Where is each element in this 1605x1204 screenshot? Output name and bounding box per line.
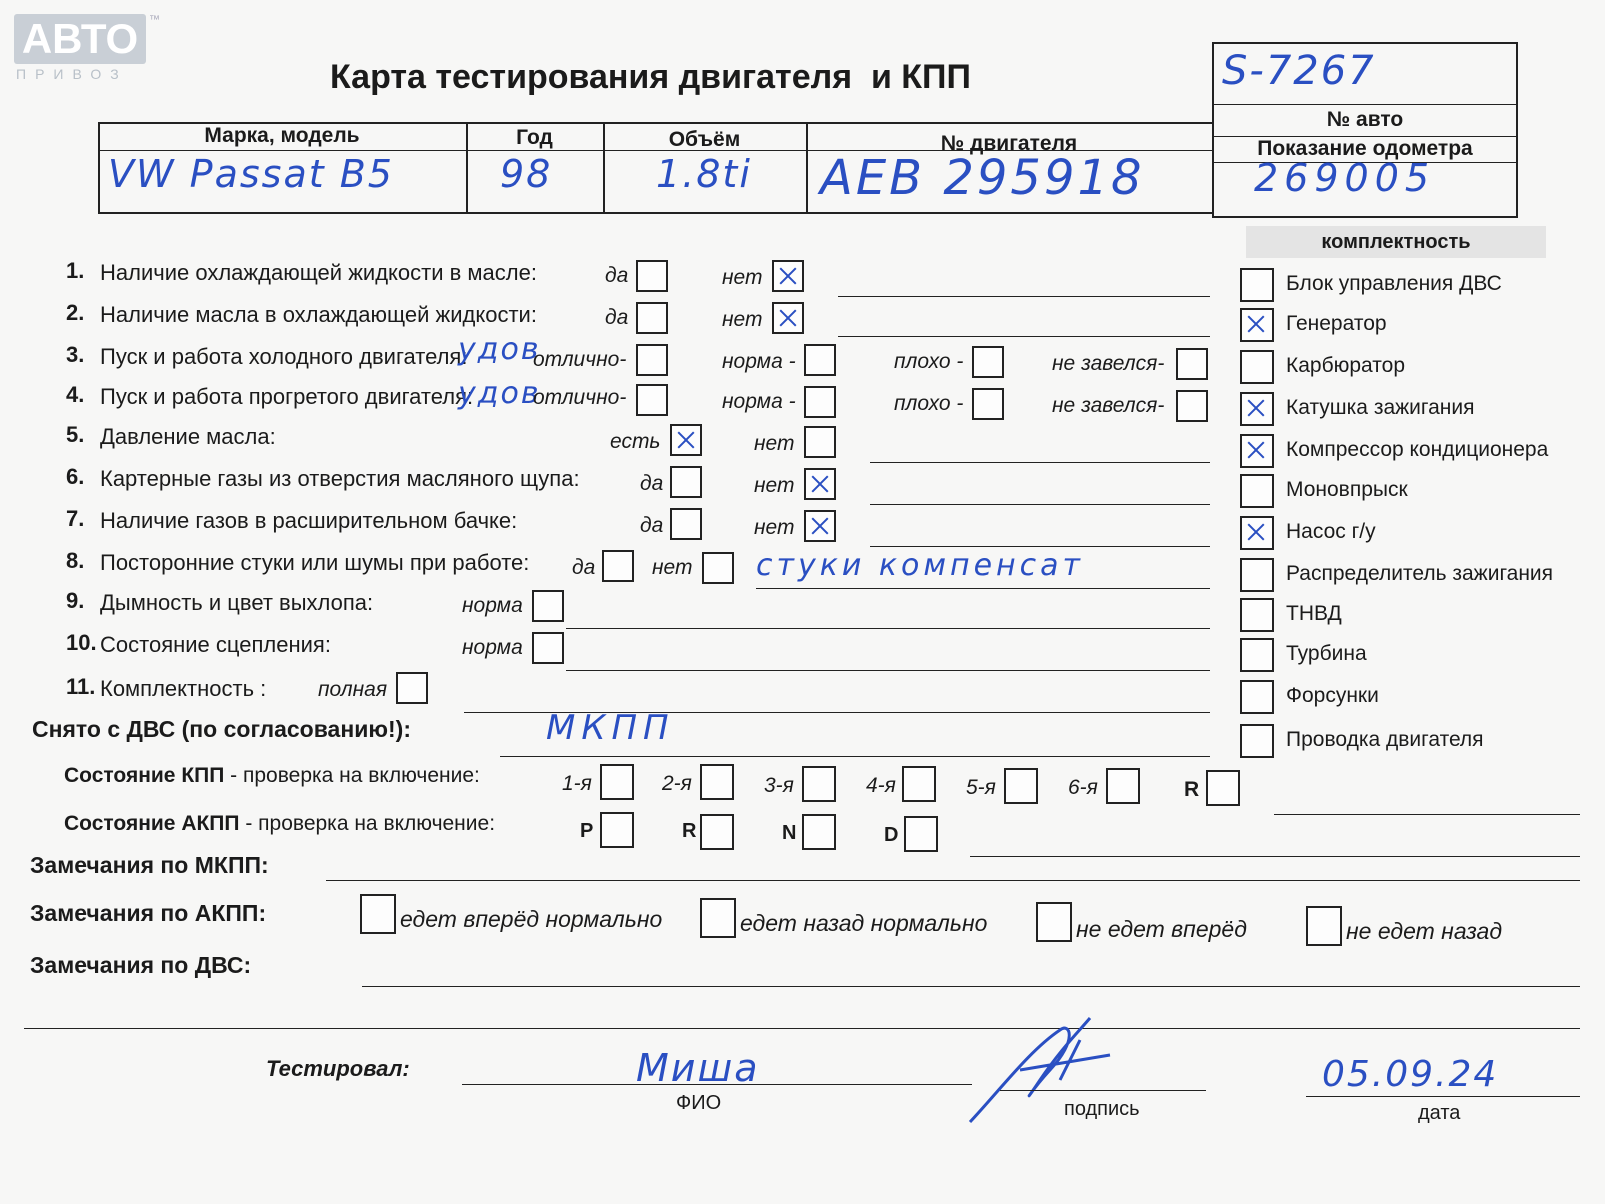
q4-opt-excellent: отлично- [533, 386, 627, 409]
kit-item-label: Карбюратор [1286, 354, 1406, 377]
akpp-back-ok-label: едет назад нормально [740, 910, 988, 936]
kit-item-label: Генератор [1286, 312, 1387, 335]
make-value: VW Passat B5 [108, 152, 394, 196]
gear-2-checkbox[interactable] [700, 764, 734, 800]
gear-4-label: 4-я [866, 774, 896, 797]
odometer-value: 269005 [1254, 156, 1436, 200]
kit-title: комплектность [1246, 226, 1546, 258]
kit-item-label: Форсунки [1286, 684, 1379, 707]
q3-note: удов [458, 332, 541, 367]
tested-sign-caption: подпись [1064, 1098, 1140, 1120]
q3-nostart-checkbox[interactable] [1176, 348, 1208, 380]
tested-name: Миша [636, 1046, 760, 1090]
q7-yes-label: да [640, 514, 664, 537]
kit-item-checkbox[interactable] [1240, 516, 1274, 550]
auto-number-value: S-7267 [1222, 48, 1376, 94]
year-label: Год [516, 126, 553, 149]
q11-text: Комплектность : [100, 676, 267, 701]
q4-text: Пуск и работа прогретого двигателя: [100, 384, 474, 409]
q5-no-label: нет [754, 432, 795, 455]
q7-number: 7. [66, 506, 85, 531]
kpp-row [64, 764, 480, 788]
q8-yes-checkbox[interactable] [602, 550, 634, 582]
logo-sub: ПРИВОЗ [16, 66, 128, 82]
q8-text: Посторонние стуки или шумы при работе: [100, 550, 530, 575]
q5-yes-checkbox[interactable] [670, 424, 702, 456]
kit-item-label: Катушка зажигания [1286, 396, 1475, 419]
logo-main: АВТО [14, 14, 146, 64]
kit-list [1240, 268, 1580, 768]
mode-p-checkbox[interactable] [600, 812, 634, 848]
tested-date: 05.09.24 [1322, 1054, 1499, 1095]
q3-opt-bad: плохо - [894, 350, 964, 373]
q3-excellent-checkbox[interactable] [636, 344, 668, 376]
q1-yes-label: да [605, 264, 629, 287]
mode-p-label: P [580, 820, 594, 842]
q7-yes-checkbox[interactable] [670, 508, 702, 540]
volume-label: Объём [668, 128, 741, 151]
q9-opt-label: норма [462, 594, 523, 617]
gear-6-label: 6-я [1068, 776, 1098, 799]
kit-item-label: Блок управления ДВС [1286, 272, 1502, 295]
q6-number: 6. [66, 464, 85, 489]
q3-opt-nostart: не завелся- [1052, 352, 1165, 375]
q4-excellent-checkbox[interactable] [636, 384, 668, 416]
kit-item-checkbox[interactable] [1240, 638, 1274, 672]
kit-item-checkbox[interactable] [1240, 434, 1274, 468]
akpp-no-back-label: не едет назад [1346, 918, 1503, 944]
mode-n-checkbox[interactable] [802, 814, 836, 850]
q1-number: 1. [66, 258, 85, 283]
gear-5-checkbox[interactable] [1004, 768, 1038, 804]
q4-number: 4. [66, 382, 85, 407]
q3-text: Пуск и работа холодного двигателя: [100, 344, 468, 369]
q9-number: 9. [66, 588, 85, 613]
remarks-dvs-label: Замечания по ДВС: [30, 952, 252, 978]
q2-text: Наличие масла в охлаждающей жидкости: [100, 302, 537, 327]
kpp-label: - проверка на включение: [224, 764, 480, 787]
q6-yes-label: да [640, 472, 664, 495]
q4-opt-normal: норма - [722, 390, 796, 413]
q6-yes-checkbox[interactable] [670, 466, 702, 498]
volume-value: 1.8ti [656, 152, 752, 196]
q3-bad-checkbox[interactable] [972, 346, 1004, 378]
kit-item-label: Распределитель зажигания [1286, 562, 1554, 585]
q2-no-label: нет [722, 308, 763, 331]
q9-text: Дымность и цвет выхлопа: [100, 590, 374, 615]
mode-n-label: N [782, 822, 797, 844]
q1-no-checkbox[interactable] [772, 260, 804, 292]
q5-text: Давление масла: [100, 424, 276, 449]
q10-opt-label: норма [462, 636, 523, 659]
kit-item-checkbox[interactable] [1240, 680, 1274, 714]
tested-date-caption: дата [1418, 1102, 1461, 1124]
akpp-no-forward-checkbox[interactable] [1036, 902, 1072, 942]
kit-item-checkbox[interactable] [1240, 598, 1274, 632]
kit-item-label: ТНВД [1286, 602, 1342, 625]
kit-item-label: Насос г/у [1286, 520, 1376, 543]
q1-no-label: нет [722, 266, 763, 289]
q6-no-checkbox[interactable] [804, 468, 836, 500]
q2-yes-label: да [605, 306, 629, 329]
tested-name-caption: ФИО [676, 1092, 722, 1114]
gear-3-label: 3-я [764, 774, 794, 797]
kpp-label-bold: Состояние КПП [64, 764, 225, 787]
kit-item-checkbox[interactable] [1240, 474, 1274, 508]
q7-no-checkbox[interactable] [804, 510, 836, 542]
gear-4-checkbox[interactable] [902, 766, 936, 802]
q1-yes-checkbox[interactable] [636, 260, 668, 292]
akpp-no-forward-label: не едет вперёд [1076, 916, 1247, 942]
q3-opt-excellent: отлично- [533, 348, 627, 371]
q3-opt-normal: норма - [722, 350, 796, 373]
q8-number: 8. [66, 548, 85, 573]
gear-6-checkbox[interactable] [1106, 768, 1140, 804]
kit-item-checkbox[interactable] [1240, 350, 1274, 384]
mode-d-checkbox[interactable] [904, 816, 938, 852]
kit-item-checkbox[interactable] [1240, 724, 1274, 758]
q8-note: стуки компенсат [756, 548, 1085, 583]
akpp-no-back-checkbox[interactable] [1306, 906, 1342, 946]
mode-r-label: R [682, 820, 697, 842]
gear-r-checkbox[interactable] [1206, 770, 1240, 806]
page-title: Карта тестирования двигателя и КПП [330, 58, 971, 96]
q2-no-checkbox[interactable] [772, 302, 804, 334]
engine-value: AEB 295918 [820, 150, 1145, 206]
q11-checkbox[interactable] [396, 672, 428, 704]
kit-item-checkbox[interactable] [1240, 558, 1274, 592]
year-value: 98 [500, 152, 553, 196]
removed-value: МКПП [546, 708, 675, 748]
gear-r-label: R [1184, 778, 1200, 801]
q10-checkbox[interactable] [532, 632, 564, 664]
mode-r-checkbox[interactable] [700, 814, 734, 850]
gear-1-checkbox[interactable] [600, 764, 634, 800]
q7-no-label: нет [754, 516, 795, 539]
logo [14, 14, 160, 84]
q4-note: удов [458, 376, 541, 411]
q5-yes-label: есть [610, 430, 661, 453]
kit-item-label: Проводка двигателя [1286, 728, 1484, 751]
q4-bad-checkbox[interactable] [972, 388, 1004, 420]
logo-tm: ™ [149, 14, 160, 26]
tested-label: Тестировал: [266, 1056, 410, 1081]
gear-3-checkbox[interactable] [802, 766, 836, 802]
q9-checkbox[interactable] [532, 590, 564, 622]
q4-normal-checkbox[interactable] [804, 386, 836, 418]
remarks-mkpp-label: Замечания по МКПП: [30, 852, 269, 878]
mode-d-label: D [884, 824, 899, 846]
akpp-forward-ok-label: едет вперёд нормально [400, 906, 663, 932]
kit-item-label: Компрессор кондиционера [1286, 438, 1549, 461]
removed-label: Снято с ДВС (по согласованию!): [32, 716, 411, 742]
make-label: Марка, модель [204, 124, 360, 147]
q10-number: 10. [66, 630, 97, 655]
q2-yes-checkbox[interactable] [636, 302, 668, 334]
gear-1-label: 1-я [562, 772, 592, 795]
gear-2-label: 2-я [662, 772, 692, 795]
odometer-label: Показание одометра [1257, 137, 1473, 160]
q8-no-label: нет [652, 556, 693, 579]
q1-text: Наличие охлаждающей жидкости в масле: [100, 260, 537, 285]
akpp-label: - проверка на включение: [239, 812, 496, 835]
akpp-forward-ok-checkbox[interactable] [360, 894, 396, 934]
q2-number: 2. [66, 300, 85, 325]
kit-item-checkbox[interactable] [1240, 308, 1274, 342]
q3-number: 3. [66, 342, 85, 367]
q4-opt-bad: плохо - [894, 392, 964, 415]
q7-text: Наличие газов в расширительном бачке: [100, 508, 518, 533]
q11-number: 11. [66, 674, 96, 699]
auto-number-label: № авто [1326, 108, 1404, 131]
kit-item-checkbox[interactable] [1240, 392, 1274, 426]
remarks-akpp-label: Замечания по АКПП: [30, 900, 267, 926]
q8-yes-label: да [572, 556, 596, 579]
q6-text: Картерные газы из отверстия масляного щупа: [100, 466, 580, 491]
q3-normal-checkbox[interactable] [804, 344, 836, 376]
q5-number: 5. [66, 422, 85, 447]
q10-text: Состояние сцепления: [100, 632, 331, 657]
q4-nostart-checkbox[interactable] [1176, 390, 1208, 422]
kit-item-label: Моновпрыск [1286, 478, 1408, 501]
q8-no-checkbox[interactable] [702, 552, 734, 584]
engine-label: № двигателя [940, 132, 1078, 155]
kit-item-label: Турбина [1286, 642, 1367, 665]
kit-item-checkbox[interactable] [1240, 268, 1274, 302]
q11-opt-label: полная [318, 678, 388, 701]
akpp-row [64, 812, 495, 836]
q6-no-label: нет [754, 474, 795, 497]
q5-no-checkbox[interactable] [804, 426, 836, 458]
akpp-label-bold: Состояние АКПП [64, 812, 240, 835]
q4-opt-nostart: не завелся- [1052, 394, 1165, 417]
akpp-back-ok-checkbox[interactable] [700, 898, 736, 938]
gear-5-label: 5-я [966, 776, 996, 799]
